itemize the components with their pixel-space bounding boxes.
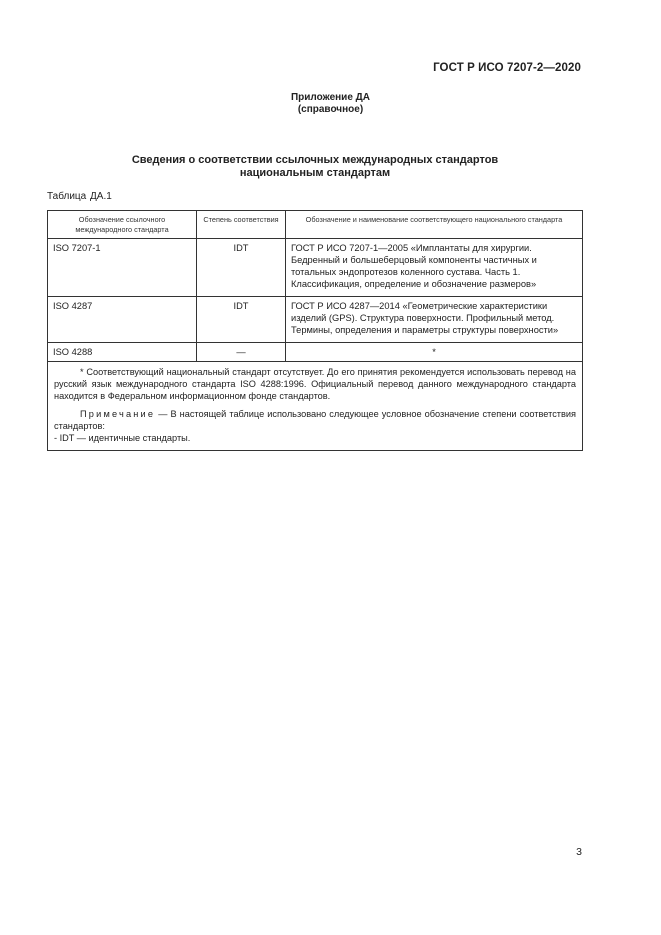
table-row bbox=[48, 343, 583, 362]
cell-reference: ISO 4288 bbox=[48, 343, 197, 362]
cell-national: ГОСТ Р ИСО 7207-1—2005 «Имплантаты для хирургии. Бедренный и большеберцовый компоненты частичных и тотальных эндопротезов коленного сустава. Часть 1. Классификация, определение и обозначение размеров» bbox=[286, 239, 583, 297]
table-footnote-row bbox=[48, 362, 583, 451]
cell-degree: IDT bbox=[197, 239, 286, 297]
table-row bbox=[48, 239, 583, 297]
table-label bbox=[47, 191, 112, 202]
header-degree: Степень соответствия bbox=[197, 211, 286, 239]
table-label-prefix: Таблица bbox=[47, 191, 87, 202]
cell-national: * bbox=[286, 343, 583, 362]
cell-degree: IDT bbox=[197, 297, 286, 343]
section-title-line-1: Сведения о соответствии ссылочных международных стандартов bbox=[131, 154, 499, 166]
table-label-id: ДА.1 bbox=[90, 191, 112, 202]
note-label: Примечание bbox=[80, 409, 156, 419]
header-reference-standard: Обозначение ссылочного международного стандарта bbox=[48, 211, 197, 239]
cell-reference: ISO 7207-1 bbox=[48, 239, 197, 297]
note-text: — В настоящей таблице использовано следующее условное обозначение степени соответствия стандартов: bbox=[54, 409, 576, 431]
header-national-standard: Обозначение и наименование соответствующего национального стандарта bbox=[286, 211, 583, 239]
correspondence-table bbox=[47, 210, 583, 451]
table-footnote-cell bbox=[48, 362, 583, 451]
note-item: - IDT — идентичные стандарты. bbox=[54, 433, 191, 443]
cell-reference: ISO 4287 bbox=[48, 297, 197, 343]
footnote-text: * Соответствующий национальный стандарт отсутствует. До его принятия рекомендуется использовать перевод на русский язык международного стандарта ISO 4288:1996. Официальный перевод данного международного стандарта находится в Федеральном информационном фонде стандартов. bbox=[54, 367, 576, 401]
document-code: ГОСТ Р ИСО 7207-2—2020 bbox=[433, 62, 581, 74]
annex-heading bbox=[0, 92, 661, 116]
table-note bbox=[54, 408, 576, 432]
table-row bbox=[48, 297, 583, 343]
annex-subtitle: (справочное) bbox=[297, 104, 364, 115]
section-title bbox=[80, 154, 550, 180]
annex-title: Приложение ДА bbox=[290, 92, 371, 103]
cell-degree: — bbox=[197, 343, 286, 362]
section-title-line-2: национальным стандартам bbox=[239, 167, 391, 179]
page-number: 3 bbox=[576, 846, 582, 858]
cell-national: ГОСТ Р ИСО 4287—2014 «Геометрические характеристики изделий (GPS). Структура поверхности. Профильный метод. Термины, определения и параметры структуры поверхности» bbox=[286, 297, 583, 343]
table-header-row bbox=[48, 211, 583, 239]
